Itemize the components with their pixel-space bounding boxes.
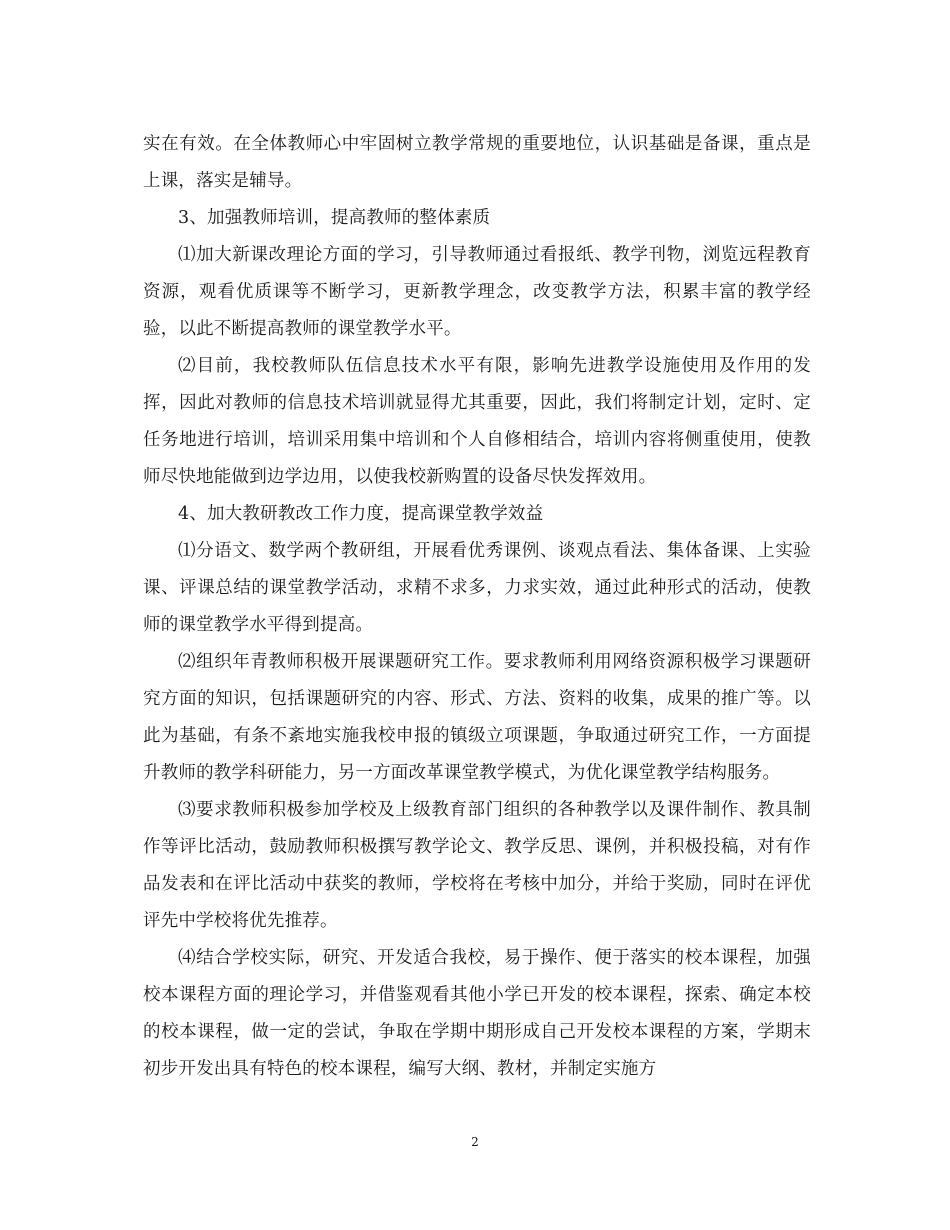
document-body [143, 126, 811, 1088]
paragraph: ⑵组织年青教师积极开展课题研究工作。要求教师利用网络资源积极学习课题研究方面的知识，包括课题研究的内容、形式、方法、资料的收集，成果的推广等。以此为基础，有条不紊地实施我校申报的镇级立项课题，争取通过研究工作，一方面提升教师的教学科研能力，另一方面改革课堂教学模式，为优化课堂教学结构服务。 [143, 652, 811, 783]
paragraph: ⑷结合学校实际，研究、开发适合我校，易于操作、便于落实的校本课程，加强校本课程方面的理论学习，并借鉴观看其他小学已开发的校本课程，探索、确定本校的校本课程，做一定的尝试，争取在学期中期形成自己开发校本课程的方案，学期末初步开发出具有特色的校本课程，编写大纲、教材，并制定实施方 [143, 948, 811, 1079]
paragraph: ⑴分语文、数学两个教研组，开展看优秀课例、谈观点看法、集体备课、上实验课、评课总结的课堂教学活动，求精不求多，力求实效，通过此种形式的活动，使教师的课堂教学水平得到提高。 [143, 541, 811, 635]
paragraph: ⑶要求教师积极参加学校及上级教育部门组织的各种教学以及课件制作、教具制作等评比活动，鼓励教师积极撰写教学论文、教学反思、课例，并积极投稿，对有作品发表和在评比活动中获奖的教师，学校将在考核中加分，并给于奖励，同时在评优评先中学校将优先推荐。 [143, 800, 811, 931]
page-number: 2 [471, 1135, 479, 1149]
paragraph: ⑴加大新课改理论方面的学习，引导教师通过看报纸、教学刊物，浏览远程教育资源，观看优质课等不断学习，更新教学理念，改变教学方法，积累丰富的教学经验，以此不断提高教师的课堂教学水平。 [143, 245, 811, 339]
paragraph: 实在有效。在全体教师心中牢固树立教学常规的重要地位，认识基础是备课，重点是上课，落实是辅导。 [143, 134, 811, 191]
paragraph: ⑵目前，我校教师队伍信息技术水平有限，影响先进教学设施使用及作用的发挥，因此对教师的信息技术培训就显得尤其重要，因此，我们将制定计划，定时、定任务地进行培训，培训采用集中培训和个人自修相结合，培训内容将侧重使用，使教师尽快地能做到边学边用，以使我校新购置的设备尽快发挥效用。 [143, 356, 811, 487]
section-heading: 4、加大教研教改工作力度，提高课堂教学效益 [178, 504, 544, 524]
section-heading: 3、加强教师培训，提高教师的整体素质 [178, 208, 491, 228]
